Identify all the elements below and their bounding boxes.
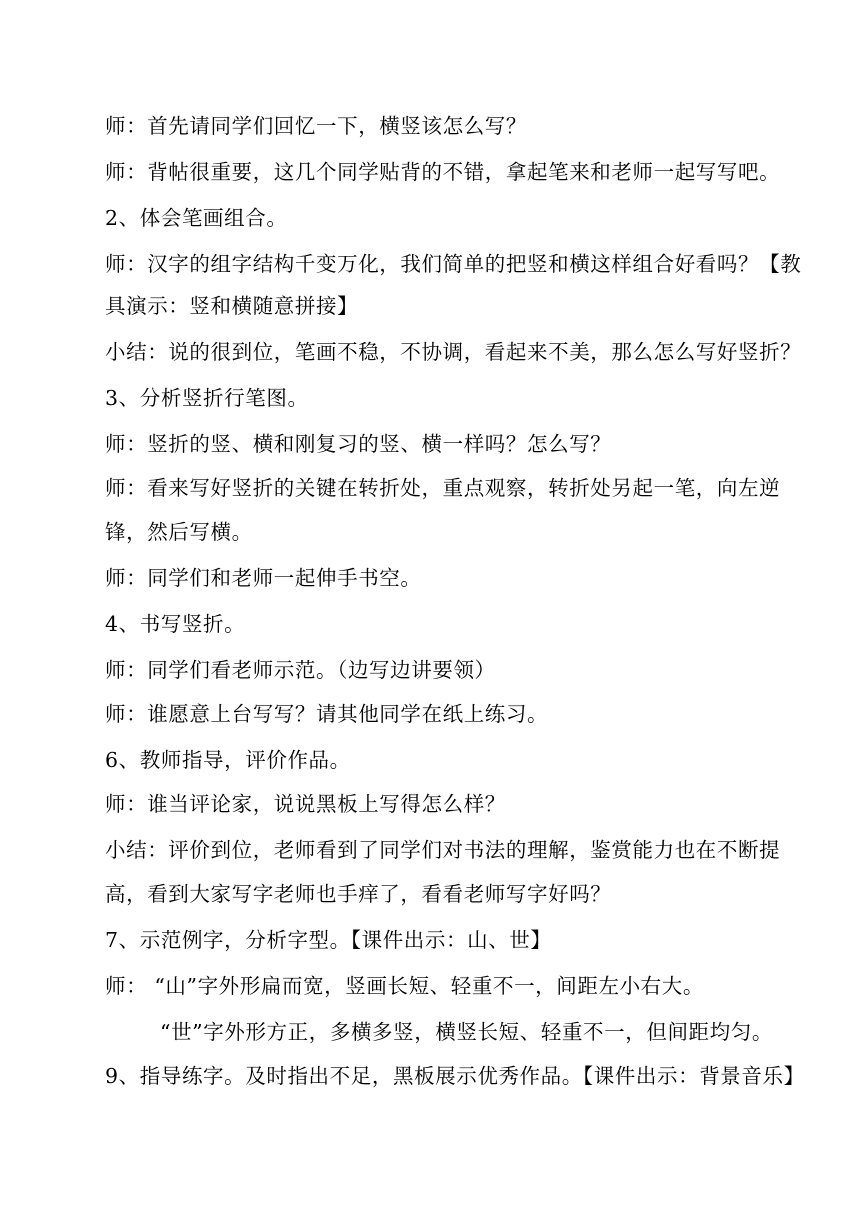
text-line: 师：汉字的组字结构千变万化，我们简单的把竖和横这样组合好看吗？【教 [105,252,802,276]
text-line: 师：背帖很重要，这几个同学贴背的不错，拿起笔来和老师一起写写吧。 [105,160,781,184]
section-heading: 7、示范例字，分析字型。【课件出示：山、世】 [105,928,552,952]
text-line: 师：谁当评论家，说说黑板上写得怎么样？ [105,792,506,816]
text-line: 师：同学们看老师示范。（边写边讲要领） [105,658,496,682]
text-line: 高，看到大家写字老师也手痒了，看看老师写字好吗？ [105,882,612,906]
text-line: 师：首先请同学们回忆一下，横竖该怎么写？ [105,114,527,138]
section-heading: 6、教师指导，评价作品。 [105,748,351,772]
text-line: 小结：评价到位，老师看到了同学们对书法的理解，鉴赏能力也在不断提 [105,838,781,862]
section-heading: 9、指导练字。及时指出不足，黑板展示优秀作品。【课件出示：背景音乐】 [105,1064,805,1088]
text-line: 师：竖折的竖、横和刚复习的竖、横一样吗？怎么写？ [105,432,612,456]
text-line: 师：看来写好竖折的关键在转折处，重点观察，转折处另起一笔，向左逆 [105,476,781,500]
section-heading: 2、体会笔画组合。 [105,206,288,230]
section-heading: 4、书写竖折。 [105,612,246,636]
text-line: 锋，然后写横。 [105,520,253,544]
text-line: 师：谁愿意上台写写？请其他同学在纸上练习。 [105,702,549,726]
text-line: 小结：说的很到位，笔画不稳，不协调，看起来不美，那么怎么写好竖折？ [105,340,802,364]
text-line: 师： “山”字外形扁而宽，竖画长短、轻重不一，间距左小右大。 [105,974,704,998]
section-heading: 3、分析竖折行笔图。 [105,386,309,410]
text-line: 具演示：竖和横随意拼接】 [105,294,359,318]
text-line: “世”字外形方正，多横多竖，横竖长短、轻重不一，但间距均匀。 [160,1020,773,1044]
text-line: 师：同学们和老师一起伸手书空。 [105,566,422,590]
